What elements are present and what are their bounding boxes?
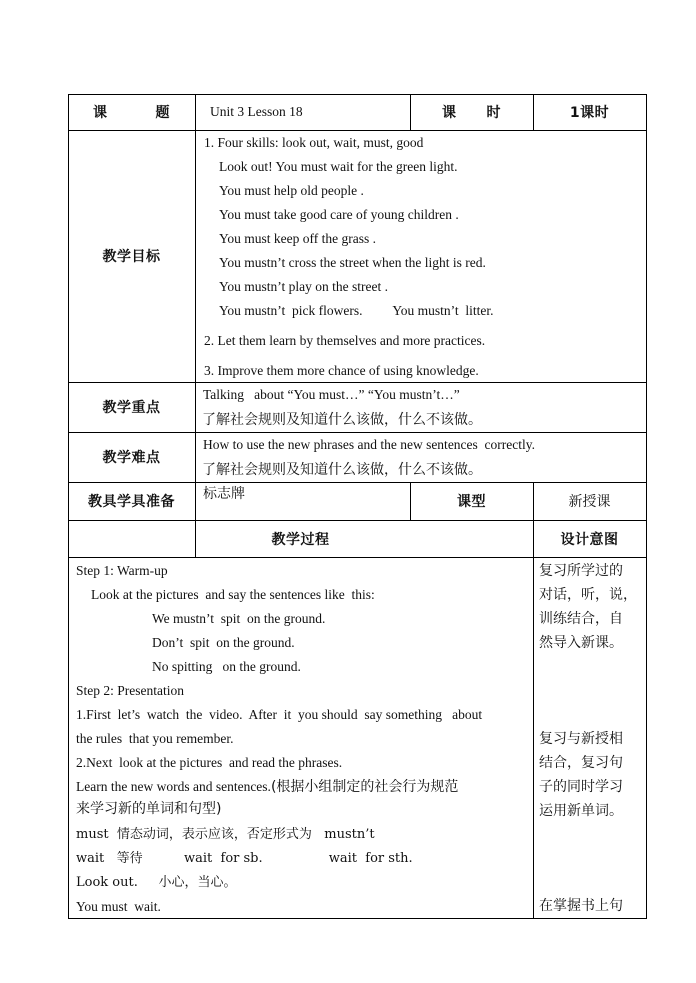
key-points-label: 教学重点 bbox=[102, 400, 161, 416]
type-value: 新授课 bbox=[568, 494, 611, 510]
topic-value: Unit 3 Lesson 18 bbox=[210, 104, 303, 119]
objective-line-4: You must take good care of young children . bbox=[219, 207, 459, 222]
objective-line-6: You mustn’t cross the street when the light is red. bbox=[219, 255, 486, 270]
period-value: 1课时 bbox=[569, 105, 610, 121]
objective-line-5: You must keep off the grass . bbox=[219, 231, 376, 246]
period-label bbox=[410, 94, 533, 130]
process-line-2: Look at the pictures and say the sentences like this: bbox=[91, 587, 375, 602]
objective-line-9: 2. Let them learn by themselves and more practices. bbox=[204, 333, 486, 348]
process-line-10 bbox=[76, 775, 458, 799]
process-line-13: wait 等待 wait for sb. wait for sth. bbox=[76, 851, 413, 866]
topic-label-a: 课 bbox=[93, 105, 108, 121]
process-line-1: Step 1: Warm-up bbox=[76, 563, 168, 578]
objective-line-10: 3. Improve them more chance of using knowledge. bbox=[204, 363, 479, 378]
intent-line-4: 然导入新课。 bbox=[539, 635, 623, 651]
objective-line-7: You mustn’t play on the street . bbox=[219, 279, 389, 294]
intent-line-6: 结合，复习句 bbox=[539, 755, 623, 771]
topic-label bbox=[68, 94, 195, 130]
process-line-8: the rules that you remember. bbox=[76, 731, 234, 746]
intent-line-9: 在掌握书上句 bbox=[539, 898, 623, 914]
difficulties-label: 教学难点 bbox=[102, 450, 161, 466]
process-line-5: No spitting on the ground. bbox=[152, 659, 301, 674]
objective-line-8: You mustn’t pick flowers. You mustn’t litter. bbox=[219, 303, 494, 318]
intent-label: 设计意图 bbox=[560, 531, 619, 548]
rule bbox=[68, 557, 647, 558]
type-label: 课型 bbox=[457, 494, 486, 510]
period-label-b: 时 bbox=[486, 105, 501, 121]
process-line-9: 2.Next look at the pictures and read the phrases. bbox=[76, 755, 343, 770]
intent-line-7: 子的同时学习 bbox=[539, 779, 623, 795]
lesson-plan-table bbox=[68, 94, 647, 919]
process-line-12: must 情态动词，表示应该，否定形式为 mustn’t bbox=[76, 827, 375, 842]
materials-label: 教具学具准备 bbox=[88, 494, 175, 510]
intent-line-2: 对话，听，说， bbox=[539, 587, 637, 603]
key-points-line-1: Talking about “You must…” “You mustn’t…” bbox=[203, 387, 460, 402]
key-points-line-2: 了解社会规则及知道什么该做，什么不该做。 bbox=[202, 412, 482, 428]
objective-line-1: 1. Four skills: look out, wait, must, good bbox=[204, 135, 424, 150]
difficulties-line-1: How to use the new phrases and the new sentences correctly. bbox=[203, 437, 536, 452]
process-line-10-en: Learn the new words and sentences. bbox=[76, 779, 271, 794]
intent-line-5: 复习与新授相 bbox=[539, 731, 623, 747]
process-line-4: Don’t spit on the ground. bbox=[152, 635, 295, 650]
objective-line-3: You must help old people . bbox=[219, 183, 364, 198]
intent-line-8: 运用新单词。 bbox=[539, 803, 623, 819]
process-label: 教学过程 bbox=[271, 531, 330, 548]
rule bbox=[195, 94, 196, 558]
process-line-7: 1.First let’s watch the video. After it you should say something about bbox=[76, 707, 483, 722]
objectives-label: 教学目标 bbox=[102, 249, 161, 265]
process-line-10-cn: (根据小组制定的社会行为规范 bbox=[270, 779, 459, 795]
rule-right bbox=[646, 94, 647, 919]
period-label-a: 课 bbox=[442, 105, 457, 121]
difficulties-line-2: 了解社会规则及知道什么该做，什么不该做。 bbox=[202, 462, 482, 478]
process-line-11: 来学习新的单词和句型) bbox=[76, 801, 222, 817]
process-line-14: Look out. 小心，当心。 bbox=[76, 875, 237, 890]
process-line-15: You must wait. bbox=[76, 899, 161, 914]
materials-value: 标志牌 bbox=[203, 486, 245, 502]
intent-line-1: 复习所学过的 bbox=[539, 563, 623, 579]
topic-label-b: 题 bbox=[155, 105, 170, 121]
process-line-6: Step 2: Presentation bbox=[76, 683, 184, 698]
process-line-3: We mustn’t spit on the ground. bbox=[152, 611, 326, 626]
intent-line-3: 训练结合，自 bbox=[539, 611, 623, 627]
objective-line-2: Look out! You must wait for the green light. bbox=[219, 159, 458, 174]
